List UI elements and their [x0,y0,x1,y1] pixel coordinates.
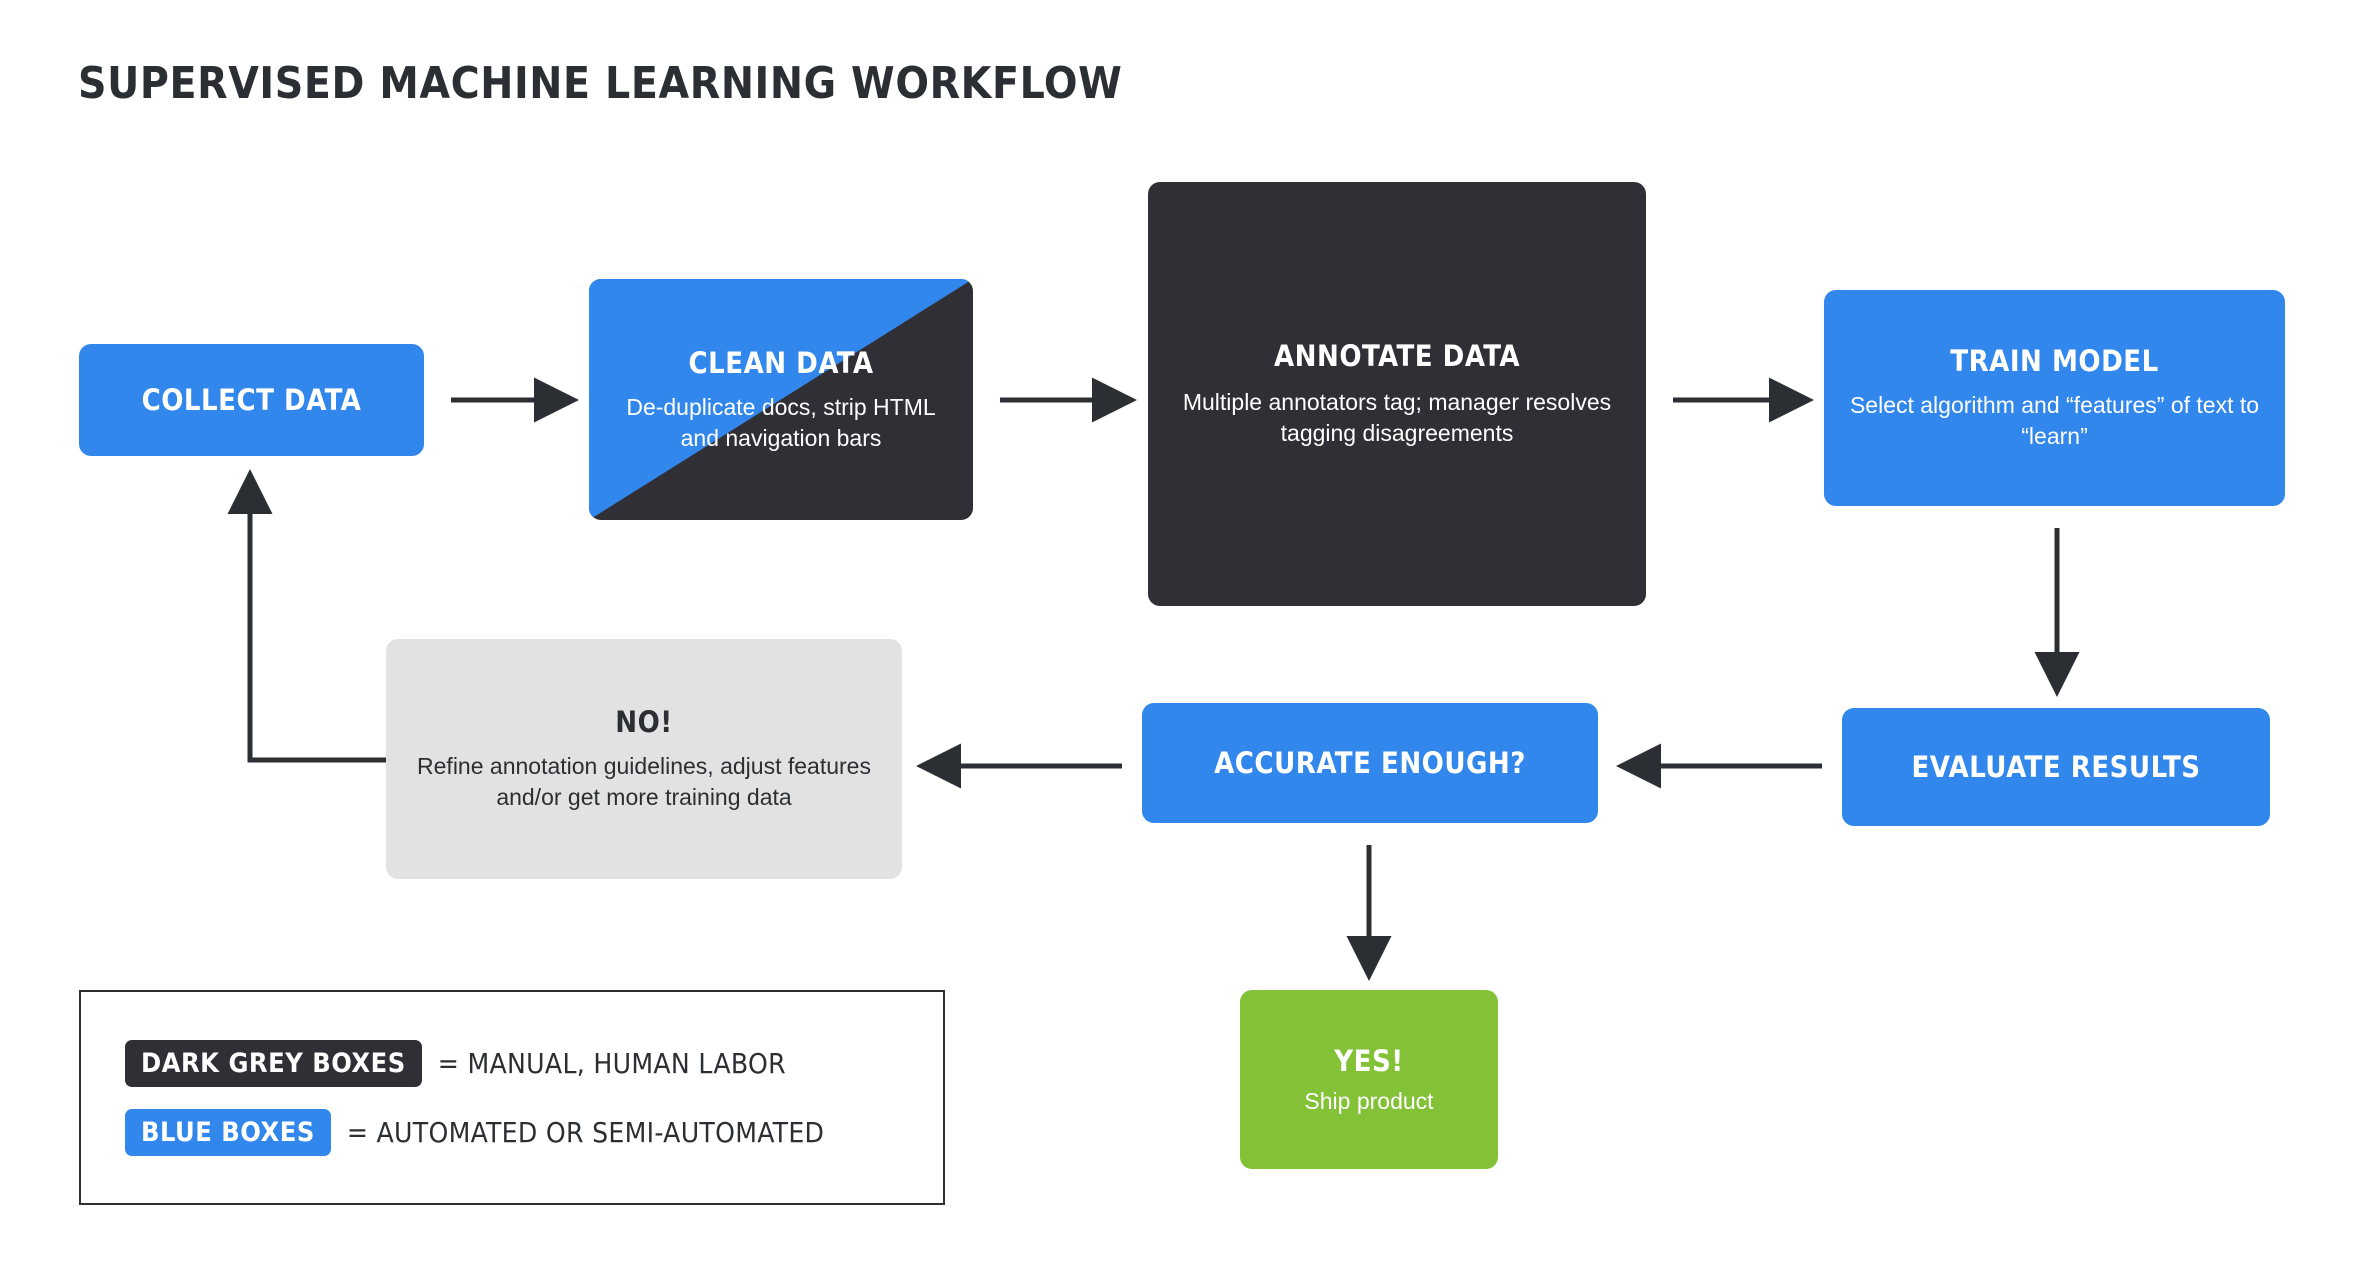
legend-label-dark-grey: = MANUAL, HUMAN LABOR [437,1046,786,1080]
node-yes-branch[interactable] [1240,990,1498,1169]
node-train-model[interactable] [1824,290,2285,506]
node-no-branch[interactable] [386,639,902,879]
legend [79,990,945,1205]
node-clean-data-content [589,346,973,453]
legend-row-dark-grey [125,1040,943,1087]
node-no-branch-sub: Refine annotation guidelines, adjust features and/or get more training data [417,752,871,810]
node-collect-data[interactable] [79,344,424,456]
node-yes-branch-title: YES! [1334,1044,1404,1078]
node-annotate-data-sub: Multiple annotators tag; manager resolves tagging disagreements [1182,388,1612,446]
node-accurate-enough[interactable] [1142,703,1598,823]
node-train-model-title: TRAIN MODEL [1950,343,2159,378]
node-clean-data-sub: De-duplicate docs, strip HTML and navigation bars [626,394,936,451]
node-train-model-sub: Select algorithm and “features” of text to “learn” [1849,391,2260,449]
legend-chip-dark-grey: DARK GREY BOXES [125,1040,422,1087]
node-evaluate-results-title: EVALUATE RESULTS [1911,750,2201,784]
node-no-branch-title: NO! [615,704,673,739]
page-title: SUPERVISED MACHINE LEARNING WORKFLOW [78,58,1123,109]
legend-row-blue [125,1109,943,1156]
node-evaluate-results[interactable] [1842,708,2270,826]
node-clean-data[interactable] [589,279,973,520]
legend-chip-blue: BLUE BOXES [125,1109,331,1156]
legend-label-blue: = AUTOMATED OR SEMI-AUTOMATED [346,1115,825,1149]
node-accurate-enough-title: ACCURATE ENOUGH? [1214,746,1526,780]
node-collect-data-title: COLLECT DATA [141,383,362,417]
node-clean-data-title: CLEAN DATA [688,346,874,381]
node-yes-branch-sub: Ship product [1304,1088,1434,1114]
node-annotate-data[interactable] [1148,182,1646,606]
node-annotate-data-title: ANNOTATE DATA [1273,338,1521,373]
